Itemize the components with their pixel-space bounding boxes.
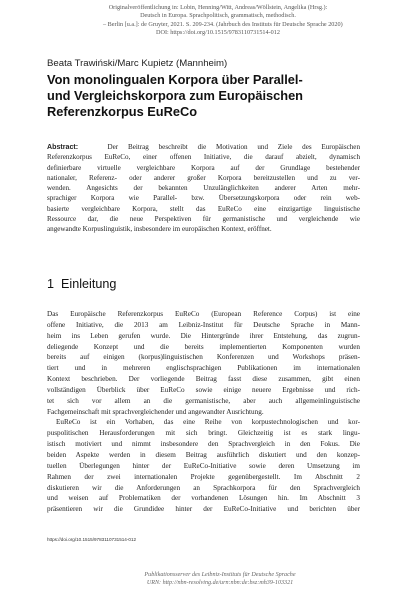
abstract-line: angewandte Korpuslinguistik, insbesondere im europäischen Kontext, eröffnet. [47,225,272,234]
section-title: Einleitung [61,277,117,291]
body-line: beiden Aspekte werden in diesem Beitrag ausführlich diskutiert und den konzep- [47,450,360,459]
body-line: puspolitischen Herausforderungen mit sich bringt. Gleichzeitig ist es stark lingu- [47,429,360,438]
body-line: präsentieren wir die Grundidee hinter der EuReCo-Initiative und berichten über [47,505,360,514]
body-line: und weisen auf Problematiken der vorhandenen Lösungen hin. Im Abschnitt 3 [47,494,360,503]
abstract-text: Der Beitrag beschreibt die Motivation und Ziele des Europäischen [107,143,360,151]
body-text [47,309,360,515]
abstract-line: Referenzkorpus EuReCo, einer offenen Initiative, die darauf abzielt, dynamisch [47,153,360,162]
header-line: – Berlin [u.a.]: de Gruyter, 2021. S. 209-234. (Jahrbuch des Instituts für Deutsche Sprache 2020) [103,20,343,28]
paper-title [47,72,367,119]
body-line: tuellen Überlegungen hinter der EuReCo-Initiative sowie deren Umsetzung im [47,461,360,470]
abstract-line: Ressource dar, die neue Perspektiven für germanistische und vergleichende wie [47,215,360,224]
abstract-line: sprachiger Korpora wie Parallel- bzw. Übersetzungskorpora oder rein web- [47,194,360,203]
footer-line: Publikationsserver des Leibniz-Instituts für Deutsche Sprache [144,572,296,578]
header-line: Originalveröffentlichung in: Lobin, Henning/Witt, Andreas/Wöllstein, Angelika (Hrsg.): [108,4,328,11]
publication-header [103,4,343,37]
section-heading [47,277,116,291]
body-line: Kontext beschrieben. Der vorliegende Beitrag fasst diese zusammen, gibt einen [47,375,360,384]
body-line: tiert und in mehreren englischsprachigen Publikationen im internationalen [47,364,360,373]
body-line: Rahmen der zwei internationalen Projekte gegenübergestellt. Im Abschnitt 2 [47,472,360,481]
abstract-label: Abstract: [47,143,79,151]
abstract-line: nationaler, Referenz- oder anderer großer Korpora bereitzustellen und zu ver- [47,173,360,182]
footer-urn-line[interactable]: URN: http://nbn-resolving.de/urn:nbn:de:bsz:mh39-103321 [146,580,294,586]
server-footer [100,571,340,587]
doi-footnote[interactable]: https://doi.org/10.1515/9783110731514-012 [47,537,137,542]
header-doi-line[interactable]: DOI: https://doi.org/10.1515/9783110731514-012 [156,28,280,36]
title-line: Von monolingualen Korpora über Parallel- [47,72,303,87]
body-line: diskutieren wir die Anforderungen an Sprachkorpora für den Sprachvergleich [47,483,360,492]
body-line: vollständigen Überblick über EuReCo sowie einige neuere Ergebnisse und rich- [47,385,360,394]
section-number: 1 [47,277,55,291]
body-line: deliegende Konzept und die bereits implementierten Komponenten wurden [47,342,360,351]
abstract-line: definierbare virtuelle vergleichbare Korpora auf der Grundlage bestehender [47,163,360,172]
title-line: und Vergleichskorpora zum Europäischen [47,87,304,103]
body-line: Fachgemeinschaft mit sprachvergleichender und angewandter Ausrichtung. [47,407,264,416]
title-line: Referenzkorpus EuReCo [47,103,198,119]
abstract-line: basierte vergleichbare Korpora, stellt das EuReCo eine einzigartige linguistische [47,204,360,213]
body-line: tet sich vor allem an die germanistische, aber auch allgemeinlinguistische [47,396,360,405]
body-line: offene Initiative, die 2013 am Leibniz-Institut für Deutsche Sprache in Mann- [47,320,360,329]
body-line: EuReCo ist ein Vorhaben, das eine Reihe von korpustechnologischen und kor- [56,418,360,427]
body-line: heim ins Leben gerufen wurde. Die Hintergründe ihrer Entstehung, das zugrun- [47,331,360,340]
abstract [47,142,360,235]
abstract-line: wenden. Angesichts der bekannten Unzulänglichkeiten anderer Arten mehr- [47,184,360,193]
body-line: Das Europäische Referenzkorpus EuReCo (European Reference Corpus) ist eine [47,310,360,318]
authors: Beata Trawiński/Marc Kupietz (Mannheim) [47,58,228,69]
body-line: istisch motiviert und nimmt insbesondere den Sprachvergleich in den Fokus. Die [47,440,360,449]
header-line: Deutsch in Europa. Sprachpolitisch, grammatisch, methodisch. [140,12,296,20]
body-line: bereits auf einigen (korpus)linguistischen Konferenzen und Workshops präsen- [47,353,360,362]
abstract-line [47,142,360,152]
